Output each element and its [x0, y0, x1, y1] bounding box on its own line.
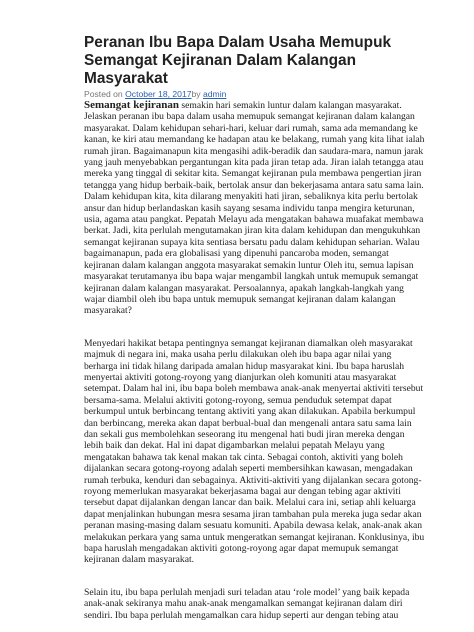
paragraph-role-model: Selain itu, ibu bapa perlulah menjadi suri teladan atau ‘role model’ yang baik kepada anak-anak sekiranya mahu anak-anak mengamalkan semangat kejiranan dalam diri sendiri. Ibu bapa perlulah mengamalkan cara hidup seperti aur dengan tebing atau	[84, 586, 410, 621]
article-body	[84, 100, 426, 621]
paragraph-intro-text: semakin hari semakin luntur dalam kalangan masyarakat. Jelaskan peranan ibu bapa dalam usaha memupuk semangat kejiranan dalam kalangan masyarakat. Dalam kehidupan sehari-hari, keluar dari rumah, sama ada memandang ke kanan, ke kiri atau memandang ke hadapan atau ke belakang, rumah yang kita lihat ialah rumah jiran. Bagaimanapun kita mengasihi adik-beradik dan saudara-mara, namun jarak yang jauh menyebabkan pergantungan kita pada jiran tetap ada. Jiran ialah tetangga atau mereka yang tinggal di sekitar kita. Semangat kejiranan pula membawa pengertian jiran tetangga yang hidup berbaik-baik, bertolak ansur dan bekerjasama antara satu sama lain. Dalam kehidupan kita, kita dilarang menyakiti hati jiran, sebaliknya kita perlu bertolak ansur dan hidup berlandaskan kasih sayang sesama individu tanpa mengira keturunan, usia, agama atau pangkat. Pepatah Melayu ada mengatakan bahawa muafakat membawa berkat. Jadi, kita perlulah mengutamakan jiran kita dalam kehidupan dan mengukuhkan semangat kejiranan supaya kita sentiasa bersatu padu dalam kehidupan seharian. Walau bagaimanapun, pada era globalisasi yang dipenuhi pancaroba moden, semangat kejiranan dalam kalangan anggota masyarakat semakin luntur Oleh itu, semua lapisan masyarakat terutamanya ibu bapa wajar mengambil langkah untuk memupuk semangat kejiranan dalam kalangan masyarakat. Persoalannya, apakah langkah-langkah yang wajar diambil oleh ibu bapa untuk memupuk semangat kejiranan dalam kalangan masyarakat?	[84, 100, 425, 317]
paragraph-intro	[84, 100, 426, 317]
paragraph-gotong-royong: Menyedari hakikat betapa pentingnya semangat kejiranan diamalkan oleh masyarakat majmuk di negara ini, maka usaha perlu dilakukan oleh ibu bapa agar nilai yang berharga ini tidak hilang daripada amalan hidup masyarakat kini. Ibu bapa haruslah menyertai aktiviti gotong-royong yang dianjurkan oleh komuniti atau masyarakat setempat. Dalam hal ini, ibu bapa boleh membawa anak-anak menyertai aktiviti tersebut bersama-sama. Melalui aktiviti gotong-royong, semua penduduk setempat dapat berkumpul untuk berbincang tentang aktiviti yang akan dilakukan. Apabila berkumpul dan berbincang, mereka akan dapat berbual-bual dan mengenali antara satu sama lain dan sekali gus membolehkan seseorang itu mengenal hati budi jiran mereka dengan lebih baik dan dekat. Hal ini dapat digambarkan melalui pepatah Melayu yang mengatakan bahawa tak kenal makan tak cinta. Sebagai contoh, aktiviti yang boleh dijalankan secara gotong-royong adalah seperti membersihkan kawasan, mengadakan rumah terbuka, kenduri dan sebagainya. Aktiviti-aktiviti yang dijalankan secara gotong-royong memerlukan masyarakat bekerjasama bagai aur dengan tebing agar aktiviti tersebut dapat dijalankan dengan lancar dan baik. Melalui cara ini, setiap ahli keluarga dapat menjalinkan hubungan mesra sesama jiran tambahan pula mereka juga sedar akan peranan masing-masing dalam sesuatu komuniti. Apabila dewasa kelak, anak-anak akan melakukan perkara yang sama untuk mengeratkan semangat kejiranan. Konklusinya, ibu bapa haruslah mengadakan aktiviti gotong-royong agar dapat memupuk semangat kejiranan dalam masyarakat.	[84, 337, 425, 566]
post-date-link[interactable]: October 18, 2017	[125, 89, 192, 99]
lead-bold-text: Semangat kejiranan	[84, 99, 180, 111]
by-label: by	[191, 89, 203, 99]
posted-on-label: Posted on	[84, 89, 126, 99]
article-title: Peranan Ibu Bapa Dalam Usaha Memupuk Semangat Kejiranan Dalam Kalangan Masyarakat	[84, 34, 392, 87]
author-link[interactable]: admin	[202, 89, 227, 99]
post-meta	[84, 89, 426, 99]
